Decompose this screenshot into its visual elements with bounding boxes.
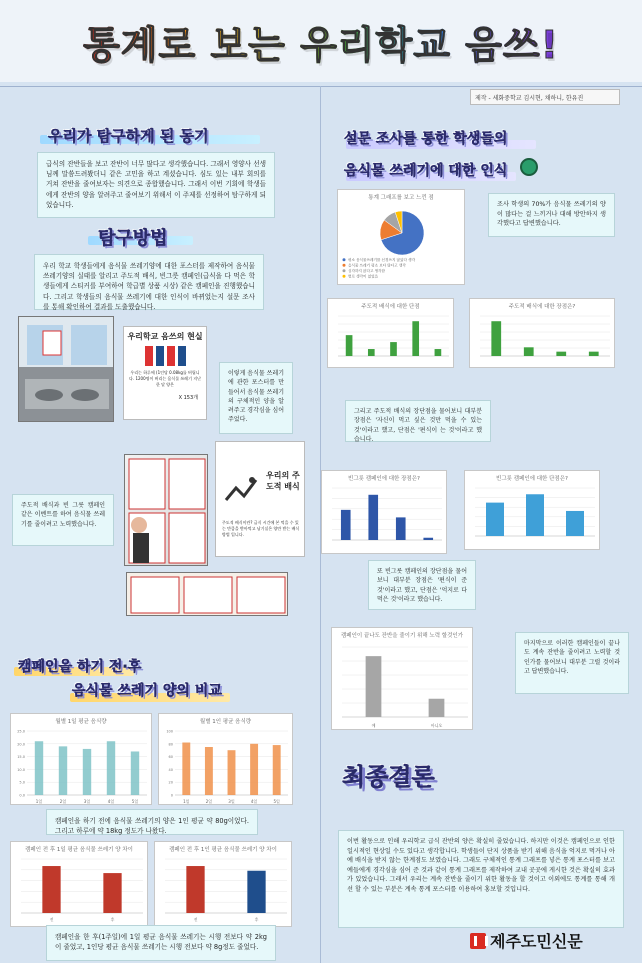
chart-title: 주도적 배식에 대한 단점 [361, 304, 420, 310]
y-tick-label: 100 [166, 729, 173, 734]
y-tick-label: 15.0 [17, 755, 25, 760]
chart-emptybowl-pros-svg [322, 482, 448, 554]
chart-title: 캠페인 전 후 1일 평균 음식물 쓰레기 양 차이 [25, 847, 133, 853]
x-tick-label: 5일 [273, 799, 280, 804]
bar [491, 321, 501, 356]
motivation-heading: 우리가 탐구하게 된 동기 [48, 127, 209, 145]
sticker-board-photo [126, 572, 288, 616]
bar [486, 503, 504, 536]
after-text: 캠페인을 한 후(1주일)에 1일 평균 음식물 쓰레기는 시행 전보다 약 2kg이 줄었고, 1인당 평균 음식물 쓰레기는 시행 전보다 약 8g정도 줄었다. [46, 925, 276, 961]
legend-label: 심각하지 않다고 생각함 [348, 269, 385, 273]
chart-selfserve-pros-svg [470, 310, 616, 370]
bar [435, 349, 442, 356]
legend-label: 별로 생각이 없었음 [348, 274, 379, 279]
chart-daily-waste-svg [11, 725, 153, 805]
before-text: 캠페인을 하기 전에 음식물 쓰레기의 양은 1인 평균 약 80g이었다. 그리고 하루에 약 18kg 정도가 나왔다. [46, 809, 258, 835]
x-tick-label: 아니오 [430, 723, 443, 728]
logo-mark-icon [470, 933, 486, 949]
y-tick-label: 25.0 [17, 729, 25, 734]
bar [59, 746, 67, 795]
credit-box: 제작 - 세화중학교 김시현, 채하니, 한유진 [470, 89, 620, 105]
waste-reality-poster [123, 326, 207, 420]
poster-title: 우리의 주도적 배식 [266, 471, 300, 491]
x-tick-label: 예 [371, 723, 376, 728]
survey-heading-1: 설문 조사를 통한 학생들의 [344, 131, 508, 147]
poster-caption: 이렇게 음식물 쓰레기에 관한 포스터를 만들어서 음식물 쓰레기의 구체적인 양을 알려주고 경각심을 심어주었다. [219, 362, 293, 434]
x-tick-label: 5일 [131, 799, 139, 804]
bar [131, 751, 139, 795]
legend-swatch [343, 264, 346, 267]
chart-title: 통계 그래프를 보고 느낀 점 [368, 195, 434, 201]
bar [368, 349, 375, 356]
chart-title: 월별 1인 평균 음식량 [199, 719, 252, 725]
poster-bars [124, 346, 206, 366]
chart-title: 캠페인이 끝나도 잔반을 줄이기 위해 노력 할것인가 [340, 633, 464, 639]
x-tick-label: 후 [254, 917, 259, 922]
bar [589, 352, 599, 356]
poster-title: 우리학교 음쓰의 현실 [127, 332, 203, 341]
self-serve-poster [215, 441, 305, 557]
page-title: 통계로 보는 우리학교 음쓰! [83, 14, 559, 69]
bar [556, 352, 566, 356]
bar [228, 750, 236, 795]
x-tick-label: 1일 [183, 799, 190, 804]
bar [182, 743, 190, 795]
survey-heading-2: 음식물 쓰레기에 대한 인식 [344, 163, 508, 179]
chart-emptybowl-cons-svg [465, 482, 601, 550]
campaign-caption: 주도적 배식과 빈 그릇 캠페인 같은 이벤트를 하여 음식물 쓰레기를 줄이려고 노력했습니다. [12, 494, 114, 546]
bar [103, 873, 121, 913]
compare-heading-2: 음식물 쓰레기 양의 비교 [72, 683, 222, 699]
method-text: 우리 학교 학생들에게 음식물 쓰레기양에 대한 포스터를 제작하여 음식물 쓰레기양의 실태를 알리고 주도적 배식, 빈그릇 캠페인(급식을 다 먹은 학생들에게 스티커를 부여하여 학급별 상품 시상) 같은 캠페인을 진행했습니다. 그리고 학생들의 음식물 쓰레기에 대한 인식이 바뀌었는지 설문 조사를 통해 확인하여 결과를 도출했습니다. [34, 254, 264, 310]
compare-heading-1: 캠페인을 하기 전·후 [18, 659, 142, 675]
poster-body: 우리는 하루에 (1인당 0.08kg를 버립니다. 1200명이 버리는 음식물 쓰레기 지난 한 달 양은 [129, 370, 201, 387]
legend-swatch [343, 269, 346, 272]
chart-person-diff-svg [155, 853, 293, 923]
bar [273, 745, 281, 795]
chart-per-person-svg [159, 725, 294, 805]
newspaper-logo [470, 929, 583, 952]
y-tick-label: 40 [168, 767, 173, 772]
bar [390, 342, 397, 356]
x-tick-label: 3일 [83, 799, 91, 804]
bar [205, 747, 213, 795]
self-serve-icon [222, 470, 262, 510]
logo-text: 제주도민신문 [490, 932, 583, 951]
chart-selfserve-cons [327, 298, 454, 368]
x-tick-label: 4일 [107, 799, 115, 804]
emptybowl-text: 또 빈그릇 캠페인의 장단점을 물어보니 대부분 장점은 '편식이 준 것'이라고 했고, 단점은 '억지로 다 먹은 것'이라고 했습니다. [368, 560, 476, 610]
poster-body: 주도적 배식이란? 급식 시간에 본 먹을 수 있는 만큼을 받아먹고 남기실은 양만 받는 배식 방법 입니다. [222, 520, 300, 537]
y-tick-label: 60 [168, 755, 173, 760]
bar [35, 741, 43, 795]
y-tick-label: 0.0 [19, 793, 25, 798]
chart-selfserve-cons-svg [328, 310, 455, 370]
bar [341, 510, 351, 540]
y-tick-label: 0 [170, 793, 173, 798]
chart-continue-svg [332, 639, 474, 729]
bar [42, 866, 60, 913]
chart-selfserve-pros [469, 298, 615, 368]
chart-emptybowl-cons [464, 470, 600, 550]
continue-text: 마지막으로 이러한 캠페인들이 끝나도 계속 잔반을 줄이려고 노력할 것인가를 물어보니 대부분 그럴 것이라고 답변했습니다. [515, 632, 629, 694]
conclusion-heading: 최종결론 [342, 763, 435, 791]
title-divider [0, 86, 642, 87]
bar [423, 538, 433, 540]
x-tick-label: 후 [110, 917, 115, 922]
x-tick-label: 전 [49, 917, 54, 922]
bar [83, 749, 91, 795]
legend-label: 평소 음식물쓰레기를 신경쓰지 않았다 생각 [348, 258, 416, 262]
motivation-text: 급식의 잔반들을 보고 잔반이 너무 많다고 생각했습니다. 그래서 영양사 선생님께 말씀드려봤더니 같은 고민을 하고 계셨습니다. 심도 있는 내부 회의를 거쳐 잔반을 줄여보자는 의견으로 종합했습니다. 그래서 이번 기회에 학생들에게 잔반의 양을 알려주고 줄여보기 위해서 이 주제를 선정하여 탐구하게 되었습니다. [37, 152, 275, 218]
cafeteria-photo [18, 316, 114, 422]
chart-daily-waste [10, 713, 152, 805]
bar [346, 335, 353, 356]
conclusion-text: 이번 활동으로 인해 우리학교 급식 잔반의 양은 확실히 줄었습니다. 하지만 이것은 캠페인으로 인한 일시적인 현상일 수도 있다고 생각합니다. 학생들이 단지 상품을 받기 위해 음식을 억지로 먹거나 아예 배식을 받지 않는 한계점도 보였습니다. 그래도 구체적인 통계 그래프를 넣은 통계 포스터를 보고 예들에게 경각심을 심어 준 것과 같이 통계 그래프를 제작하여 교내 곳곳에 게시한 것은 확실히 효과가 있었습니다. 그래서 우리는 계속 잔반을 줄이기 위한 활동을 할 것이고 이외에도 통계를 통해 개선 할 수 있는 부분은 계속 통계 포스터를 이용하여 홍보할 것입니다. [338, 830, 624, 928]
chart-daily-diff [10, 841, 148, 927]
y-tick-label: 10.0 [17, 767, 25, 772]
chart-daily-diff-svg [11, 853, 149, 923]
chart-person-diff [154, 841, 292, 927]
bar [247, 871, 265, 913]
chart-survey-pie [337, 189, 465, 285]
bar [107, 741, 115, 795]
y-tick-label: 5.0 [19, 780, 25, 785]
bar [429, 699, 445, 717]
x-tick-label: 전 [193, 917, 198, 922]
poster-count: X 153개 [178, 395, 198, 401]
x-tick-label: 4일 [250, 799, 258, 804]
chart-title: 월별 1일 평균 음식량 [55, 719, 107, 725]
bar [186, 866, 204, 913]
selfserve-text: 그리고 주도적 배식의 장단점을 물어보니 대부분 장점은 '자신이 먹고 싶은 것만 먹을 수 있는 것'이라고 했고, 단점은 '편식이 는 것'이라고 했습니다. [345, 400, 491, 442]
chart-emptybowl-pros [321, 470, 447, 554]
bar [526, 494, 544, 536]
chart-continue [331, 627, 473, 730]
chart-survey-pie-svg [338, 201, 466, 285]
bar [250, 744, 258, 795]
chart-title: 캠페인 전 후 1인 평균 음식물 쓰레기 양 차이 [169, 847, 277, 853]
title-banner [0, 0, 642, 82]
bar [368, 495, 378, 540]
legend-swatch [343, 258, 346, 261]
x-tick-label: 2일 [205, 799, 213, 804]
chart-title: 빈그릇 캠페인에 대한 장점은? [348, 476, 420, 482]
bar [412, 321, 419, 356]
x-tick-label: 3일 [228, 799, 235, 804]
y-tick-label: 20.0 [17, 742, 25, 747]
bar [524, 347, 534, 356]
bar [366, 656, 382, 717]
campaign-board-photo [124, 454, 208, 566]
survey-text: 조사 학생의 70%가 음식물 쓰레기의 양이 많다는 걸 느끼거나 대해 방안하지 생각했다고 답변했습니다. [488, 193, 615, 237]
chart-per-person [158, 713, 293, 805]
y-tick-label: 20 [168, 780, 173, 785]
chart-title: 주도적 배식에 대한 장점은? [508, 304, 576, 310]
bar [396, 517, 406, 540]
method-heading: 탐구방법 [98, 228, 168, 249]
chart-title: 빈그릇 캠페인에 대한 단점은? [496, 476, 568, 482]
legend-label: 음식물 쓰레기 평소 보다 많다고 생각 [348, 263, 406, 268]
x-tick-label: 1일 [35, 799, 43, 804]
x-tick-label: 2일 [59, 799, 67, 804]
recycle-icon [520, 158, 538, 176]
y-tick-label: 80 [168, 742, 173, 747]
bar [566, 511, 584, 536]
legend-swatch [343, 275, 346, 278]
